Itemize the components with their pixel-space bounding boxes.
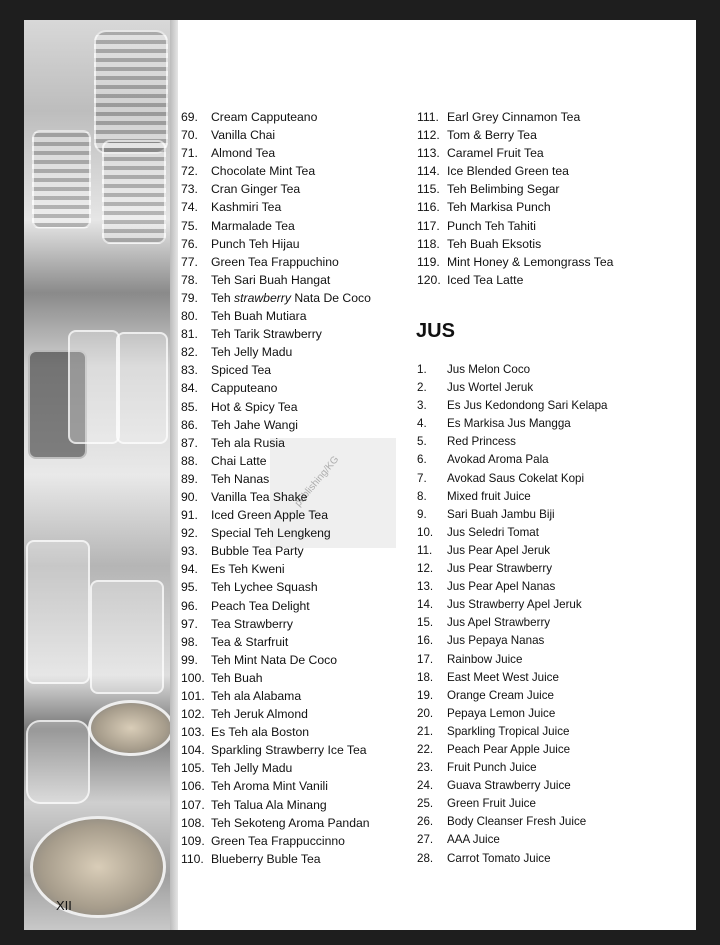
item-number: 73. — [181, 182, 198, 197]
item-number: 93. — [181, 544, 198, 559]
item-name: Vanilla Chai — [211, 128, 276, 143]
item-name: Teh Talua Ala Minang — [211, 797, 327, 812]
item-name: Jus Melon Coco — [447, 363, 531, 376]
item-name: Jus Pepaya Nanas — [447, 634, 545, 648]
list-item — [181, 180, 371, 198]
item-name: Teh Aroma Mint Vanili — [211, 779, 328, 794]
list-item — [181, 325, 371, 343]
list-item — [181, 850, 371, 868]
item-number: 116. — [417, 200, 440, 215]
item-number: 87. — [181, 435, 198, 450]
item-number: 85. — [181, 399, 198, 414]
list-item — [181, 796, 371, 814]
item-name: Teh Jelly Madu — [211, 761, 293, 776]
list-item — [181, 488, 371, 506]
list-item — [417, 669, 608, 687]
item-name: Orange Cream Juice — [447, 688, 554, 702]
item-number: 25. — [417, 797, 434, 811]
item-number: 23. — [417, 761, 434, 775]
item-number: 110. — [181, 851, 204, 866]
item-name: Cran Ginger Tea — [211, 182, 301, 197]
item-number: 102. — [181, 707, 205, 722]
list-item — [181, 126, 371, 144]
item-number: 9. — [417, 507, 427, 521]
item-name: Cream Capputeano — [211, 110, 318, 124]
item-number: 10. — [417, 525, 434, 539]
list-item — [417, 217, 613, 235]
list-item — [417, 379, 608, 397]
item-name: Sari Buah Jambu Biji — [447, 507, 555, 521]
item-name: Peach Tea Delight — [211, 598, 310, 613]
list-item — [417, 831, 608, 849]
list-item — [417, 235, 613, 253]
list-item — [181, 524, 371, 542]
list-item — [181, 669, 371, 687]
item-number: 28. — [417, 851, 434, 865]
list-item — [181, 560, 371, 578]
item-name: Jus Wortel Jeruk — [447, 381, 534, 395]
list-item — [417, 271, 613, 289]
item-number: 82. — [181, 345, 198, 360]
photo-edge — [170, 20, 178, 930]
list-item — [181, 651, 371, 669]
item-number: 13. — [417, 580, 434, 594]
list-item — [181, 108, 371, 126]
item-name: Teh ala Alabama — [211, 689, 302, 703]
list-item — [417, 759, 608, 777]
cup-image — [26, 720, 90, 804]
item-name: Teh Jelly Madu — [211, 345, 293, 360]
list-item — [417, 705, 608, 723]
list-item — [417, 596, 608, 614]
item-name: Hot & Spicy Tea — [211, 399, 298, 414]
list-item — [181, 307, 371, 325]
list-item — [181, 198, 371, 216]
item-number: 8. — [417, 489, 427, 503]
list-item — [417, 433, 608, 451]
glass-image — [102, 140, 166, 244]
tea-list-column-1 — [181, 108, 371, 868]
list-item — [181, 705, 371, 723]
list-item — [181, 452, 371, 470]
item-number: 111. — [417, 110, 439, 124]
item-number: 106. — [181, 779, 205, 794]
item-name: Ice Blended Green tea — [447, 164, 569, 179]
item-name: Kashmiri Tea — [211, 200, 282, 215]
item-number: 72. — [181, 164, 198, 179]
item-number: 113. — [417, 146, 440, 161]
item-number: 14. — [417, 598, 434, 612]
list-item — [417, 506, 608, 524]
item-number: 100. — [181, 670, 205, 685]
list-item — [417, 144, 613, 162]
item-number: 80. — [181, 309, 198, 324]
item-name: Iced Tea Latte — [447, 272, 524, 287]
item-name: Mixed fruit Juice — [447, 489, 531, 503]
item-number: 84. — [181, 381, 198, 396]
item-name: Chai Latte — [211, 453, 267, 468]
item-number: 98. — [181, 634, 198, 649]
list-item — [417, 488, 608, 506]
item-number: 103. — [181, 725, 205, 740]
item-name: Fruit Punch Juice — [447, 761, 537, 775]
item-name: Teh Lychee Squash — [211, 580, 318, 595]
item-name: Teh Buah — [211, 670, 263, 685]
glass-image — [68, 330, 120, 444]
item-name: Jus Pear Apel Jeruk — [447, 543, 551, 557]
item-number: 1. — [417, 363, 427, 376]
item-name: Green Tea Frappuccinno — [211, 833, 345, 848]
item-name: Pepaya Lemon Juice — [447, 706, 556, 720]
item-name: Teh Belimbing Segar — [447, 182, 560, 197]
list-item — [181, 398, 371, 416]
list-item — [417, 813, 608, 831]
item-number: 107. — [181, 797, 205, 812]
item-name: Almond Tea — [211, 146, 276, 161]
item-name: Spiced Tea — [211, 363, 272, 378]
list-item — [417, 795, 608, 813]
item-number: 119. — [417, 254, 440, 269]
item-number: 5. — [417, 435, 427, 449]
item-name: Teh ala Rusia — [211, 435, 285, 450]
list-item — [181, 723, 371, 741]
item-name: Teh Markisa Punch — [447, 200, 551, 215]
item-number: 12. — [417, 562, 434, 576]
item-name: Jus Strawberry Apel Jeruk — [447, 598, 582, 612]
item-number: 90. — [181, 489, 198, 504]
item-number: 27. — [417, 833, 434, 847]
item-name: Teh strawberry Nata De Coco — [211, 290, 371, 305]
item-number: 97. — [181, 616, 198, 631]
item-number: 108. — [181, 815, 205, 830]
item-number: 21. — [417, 724, 434, 738]
item-number: 7. — [417, 471, 427, 485]
list-item — [181, 271, 371, 289]
item-number: 22. — [417, 742, 434, 756]
item-number: 89. — [181, 471, 198, 486]
item-name: Jus Pear Strawberry — [447, 562, 553, 576]
jus-list — [417, 361, 608, 868]
item-name: Teh Buah Mutiara — [211, 309, 307, 324]
item-name: Teh Buah Eksotis — [447, 236, 542, 251]
item-name: Avokad Aroma Pala — [447, 453, 549, 467]
item-number: 19. — [417, 688, 434, 702]
item-name: Sparkling Strawberry Ice Tea — [211, 743, 367, 758]
item-name: Es Teh Kweni — [211, 562, 285, 577]
item-number: 83. — [181, 363, 198, 378]
item-number: 118. — [417, 236, 440, 251]
list-item — [417, 542, 608, 560]
item-name: Teh Tarik Strawberry — [211, 327, 322, 342]
item-number: 3. — [417, 399, 427, 413]
watermark-text: publishing/KG — [292, 454, 342, 509]
list-item — [417, 126, 613, 144]
item-number: 79. — [181, 290, 198, 305]
item-number: 104. — [181, 743, 205, 758]
item-name: Jus Pear Apel Nanas — [447, 580, 556, 594]
item-name: Caramel Fruit Tea — [447, 146, 544, 161]
item-name: Sparkling Tropical Juice — [447, 724, 570, 738]
item-name: Es Markisa Jus Mangga — [447, 417, 571, 431]
item-number: 112. — [417, 128, 440, 143]
item-number: 114. — [417, 164, 440, 179]
item-number: 101. — [181, 689, 205, 703]
list-item — [417, 108, 613, 126]
item-number: 99. — [181, 652, 198, 667]
item-number: 96. — [181, 598, 198, 613]
item-number: 69. — [181, 110, 198, 124]
list-item — [181, 615, 371, 633]
list-item — [417, 614, 608, 632]
item-number: 71. — [181, 146, 198, 161]
item-name: East Meet West Juice — [447, 670, 559, 684]
item-name: Teh Sekoteng Aroma Pandan — [211, 815, 370, 830]
item-name: Guava Strawberry Juice — [447, 779, 571, 793]
item-name: Capputeano — [211, 381, 278, 396]
list-item — [181, 235, 371, 253]
item-name: Avokad Saus Cokelat Kopi — [447, 471, 585, 485]
list-item — [417, 723, 608, 741]
drinks-photo-strip — [24, 20, 170, 930]
item-number: 4. — [417, 417, 427, 431]
item-number: 18. — [417, 670, 434, 684]
list-item — [417, 578, 608, 596]
item-name: Special Teh Lengkeng — [211, 526, 331, 541]
list-item — [417, 687, 608, 705]
glass-image — [32, 130, 91, 229]
list-item — [181, 687, 371, 705]
list-item — [181, 597, 371, 615]
item-name: Teh Nanas — [211, 471, 270, 486]
tea-list-column-2 — [417, 108, 613, 289]
item-number: 105. — [181, 761, 205, 776]
item-name: Body Cleanser Fresh Juice — [447, 815, 587, 829]
list-item — [181, 832, 371, 850]
page-number: XII — [56, 898, 72, 913]
list-item — [417, 162, 613, 180]
list-item — [417, 651, 608, 669]
item-name: Jus Seledri Tomat — [447, 525, 539, 539]
item-number: 120. — [417, 272, 441, 287]
list-item — [417, 451, 608, 469]
item-number: 74. — [181, 200, 198, 215]
glass-image — [90, 580, 164, 694]
list-item — [181, 542, 371, 560]
list-item — [181, 361, 371, 379]
document-page — [24, 20, 696, 930]
list-item — [181, 814, 371, 832]
list-item — [181, 741, 371, 759]
list-item — [181, 217, 371, 235]
item-name: Blueberry Buble Tea — [211, 851, 321, 866]
item-name: Iced Green Apple Tea — [211, 508, 328, 523]
list-item — [181, 633, 371, 651]
glass-image — [116, 332, 168, 444]
item-name: Chocolate Mint Tea — [211, 164, 316, 179]
item-number: 20. — [417, 706, 434, 720]
item-number: 109. — [181, 833, 205, 848]
list-item — [181, 759, 371, 777]
list-item — [181, 289, 371, 307]
soup-bowl-image — [30, 816, 166, 918]
item-name: Tea Strawberry — [211, 616, 293, 631]
item-name: Teh Mint Nata De Coco — [211, 652, 337, 667]
bowl-image — [88, 700, 174, 756]
item-number: 117. — [417, 218, 440, 233]
list-item — [181, 343, 371, 361]
item-name: Green Fruit Juice — [447, 797, 536, 811]
list-item — [417, 253, 613, 271]
item-number: 15. — [417, 616, 434, 630]
item-number: 2. — [417, 381, 427, 395]
list-item — [417, 560, 608, 578]
item-number: 70. — [181, 128, 198, 143]
list-item — [417, 397, 608, 415]
item-name: AAA Juice — [447, 833, 500, 847]
item-number: 81. — [181, 327, 198, 342]
list-item — [181, 144, 371, 162]
item-number: 86. — [181, 417, 198, 432]
list-item — [417, 180, 613, 198]
item-name: Punch Teh Tahiti — [447, 218, 536, 233]
item-name: Tom & Berry Tea — [447, 128, 537, 143]
item-name: Punch Teh Hijau — [211, 236, 300, 251]
item-name: Marmalade Tea — [211, 218, 295, 233]
pitcher-image — [94, 30, 168, 154]
item-number: 92. — [181, 526, 198, 541]
item-number: 6. — [417, 453, 427, 467]
item-name: Green Tea Frappuchino — [211, 254, 339, 269]
list-item — [181, 470, 371, 488]
item-number: 78. — [181, 272, 198, 287]
item-number: 95. — [181, 580, 198, 595]
item-name: Teh Sari Buah Hangat — [211, 272, 331, 287]
list-item — [181, 434, 371, 452]
list-item — [417, 777, 608, 795]
list-item — [417, 632, 608, 650]
item-number: 88. — [181, 453, 198, 468]
item-number: 91. — [181, 508, 198, 523]
list-item — [181, 416, 371, 434]
item-name: Red Princess — [447, 435, 516, 449]
item-name: Es Teh ala Boston — [211, 725, 310, 740]
list-item — [181, 777, 371, 795]
list-item — [417, 741, 608, 759]
item-number: 77. — [181, 254, 198, 269]
item-name: Vanilla Tea Shake — [211, 489, 308, 504]
item-number: 24. — [417, 779, 434, 793]
item-name: Rainbow Juice — [447, 652, 523, 666]
item-number: 75. — [181, 218, 198, 233]
item-name: Jus Apel Strawberry — [447, 616, 551, 630]
item-name: Carrot Tomato Juice — [447, 851, 551, 865]
glass-image — [26, 540, 90, 684]
item-name: Mint Honey & Lemongrass Tea — [447, 254, 614, 269]
list-item — [181, 379, 371, 397]
item-number: 26. — [417, 815, 434, 829]
item-number: 17. — [417, 652, 434, 666]
item-name: Earl Grey Cinnamon Tea — [447, 110, 581, 124]
section-heading-jus: JUS — [416, 320, 455, 342]
item-number: 76. — [181, 236, 198, 251]
list-item — [181, 578, 371, 596]
item-name: Bubble Tea Party — [211, 544, 304, 559]
list-item — [417, 524, 608, 542]
item-number: 11. — [417, 543, 433, 557]
item-number: 16. — [417, 634, 434, 648]
list-item — [181, 162, 371, 180]
item-name: Teh Jahe Wangi — [211, 417, 298, 432]
item-name: Tea & Starfruit — [211, 634, 289, 649]
item-name: Es Jus Kedondong Sari Kelapa — [447, 399, 608, 413]
list-item — [417, 415, 608, 433]
list-item — [417, 470, 608, 488]
list-item — [181, 253, 371, 271]
list-item — [417, 198, 613, 216]
list-item — [417, 361, 608, 379]
list-item — [417, 850, 608, 868]
item-number: 94. — [181, 562, 198, 577]
item-name: Peach Pear Apple Juice — [447, 742, 571, 756]
item-name: Teh Jeruk Almond — [211, 707, 308, 722]
list-item — [181, 506, 371, 524]
item-number: 115. — [417, 182, 440, 197]
